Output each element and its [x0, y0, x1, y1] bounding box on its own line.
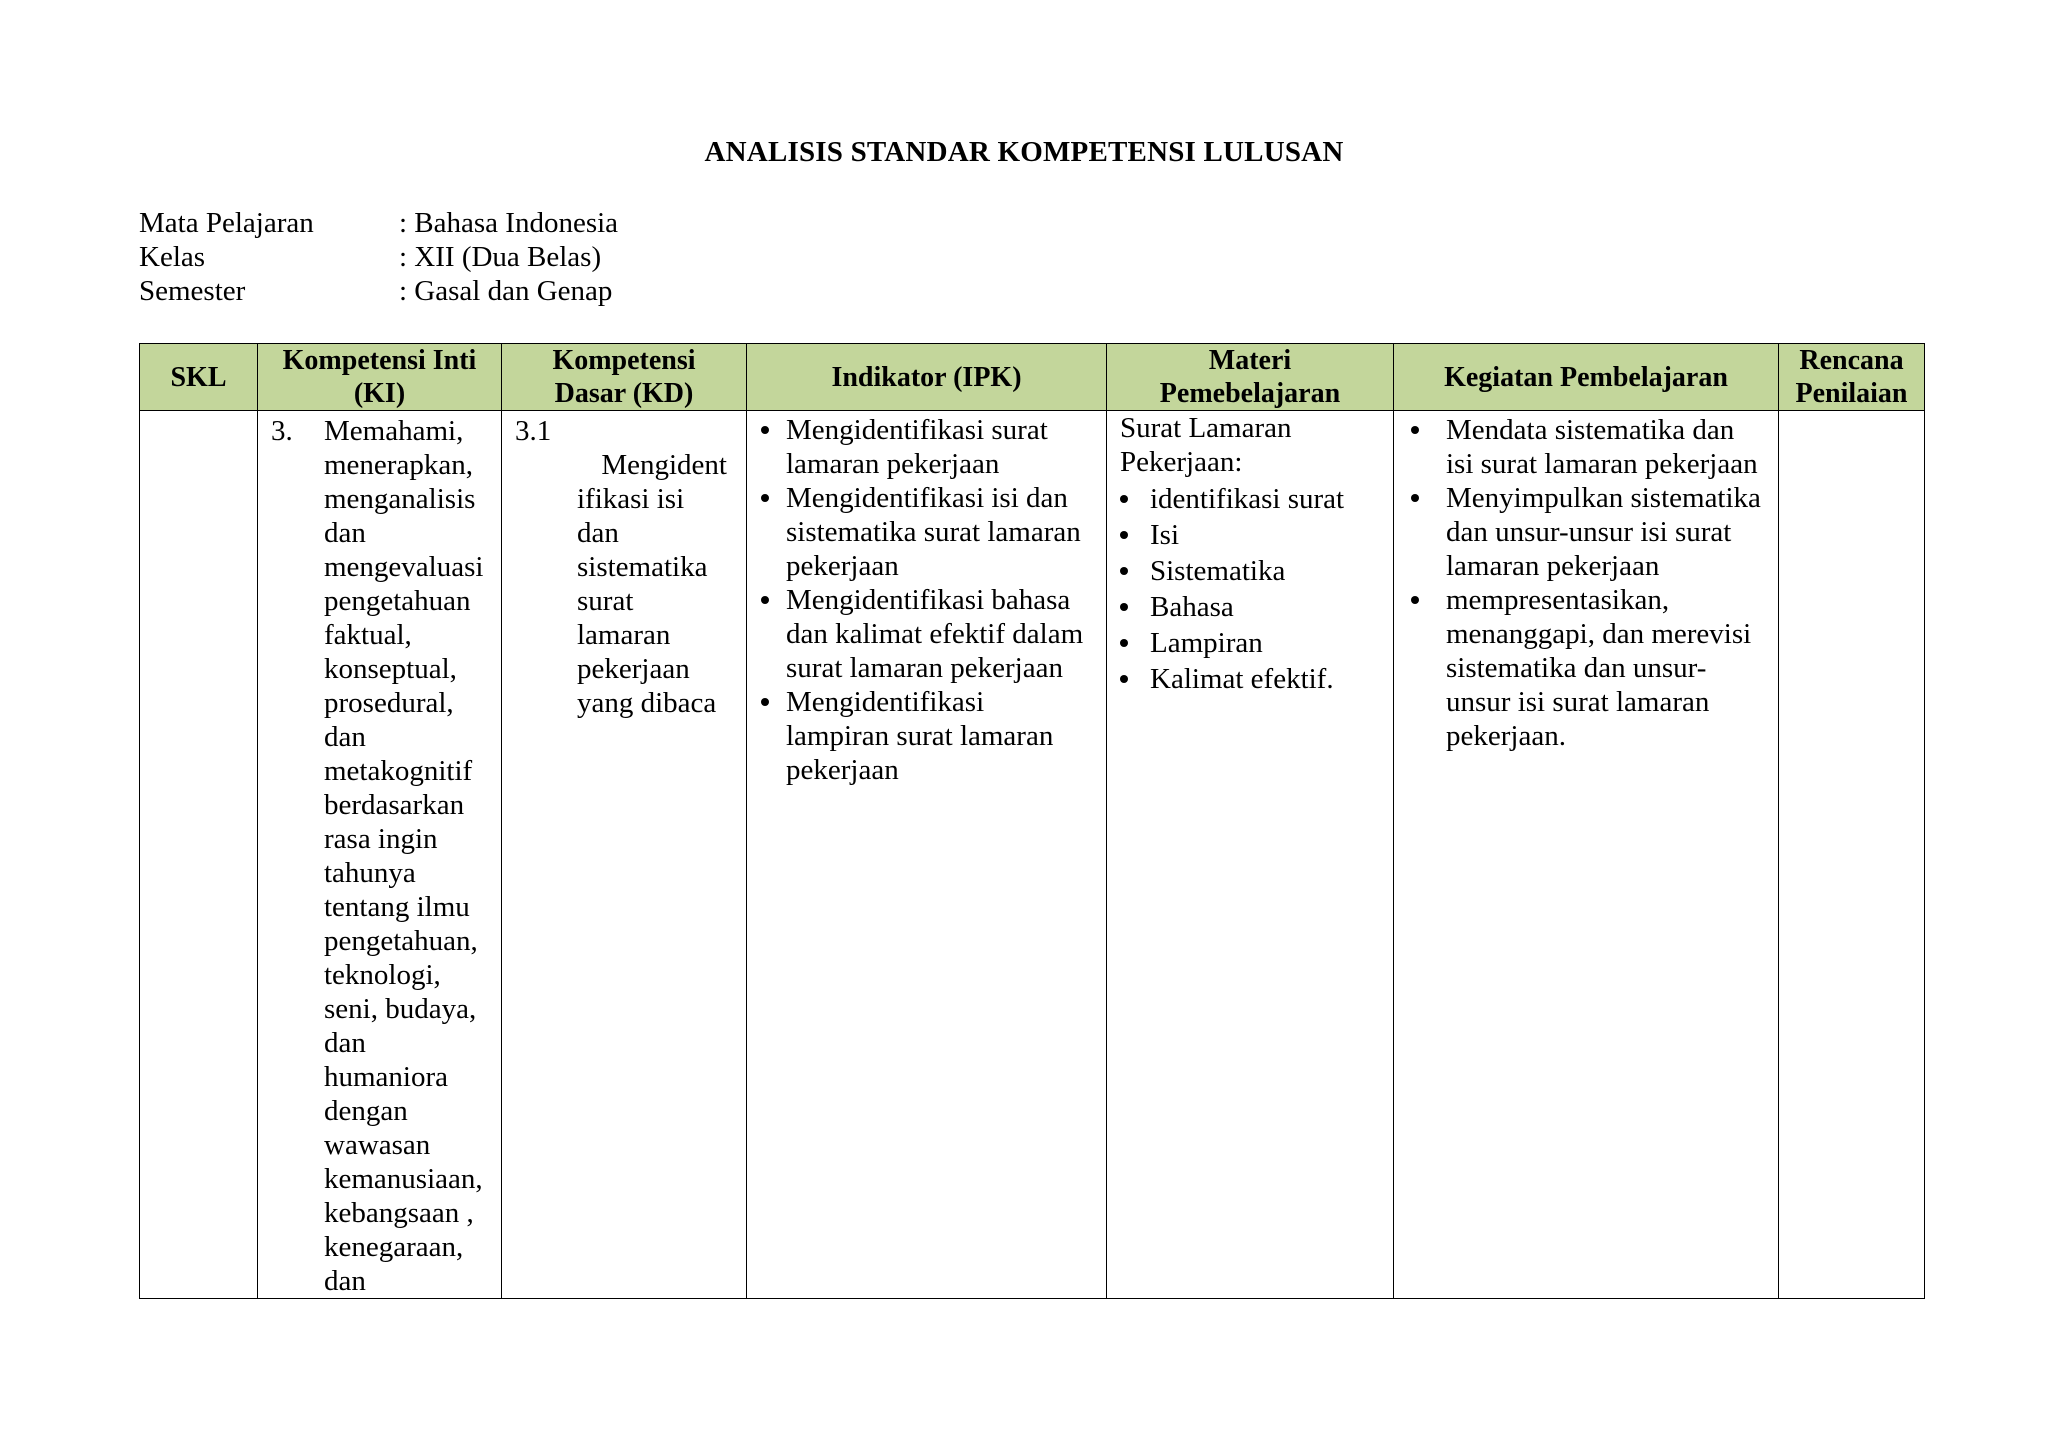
- materi-item: Isi: [1150, 517, 1393, 553]
- ki-line: tentang ilmu: [324, 891, 470, 923]
- kegiatan-item-line: menanggapi, dan merevisi: [1446, 618, 1752, 650]
- ki-line: dengan: [324, 1095, 408, 1127]
- ki-line: humaniora: [324, 1061, 449, 1093]
- ipk-item-line: pekerjaan: [786, 550, 899, 582]
- meta-label-class: Kelas: [139, 241, 206, 273]
- kegiatan-item: [1446, 481, 1770, 583]
- kd-line: Mengident: [601, 449, 727, 481]
- ki-line: mengevaluasi: [324, 551, 484, 583]
- ki-line: seni, budaya,: [324, 993, 477, 1025]
- ki-line: konseptual,: [324, 653, 457, 685]
- ki-line: pengetahuan: [324, 585, 471, 617]
- ipk-item-line: Mengidentifikasi bahasa: [786, 584, 1071, 616]
- cell-ki: [258, 411, 502, 1299]
- kegiatan-item-line: mempresentasikan,: [1446, 584, 1670, 616]
- kd-line: dan: [577, 517, 619, 549]
- meta-row-subject: [139, 206, 618, 240]
- meta-value-semester: : Gasal dan Genap: [399, 275, 613, 307]
- kd-text: [577, 448, 737, 720]
- ipk-list: [747, 411, 1106, 787]
- kegiatan-item-line: sistematika dan unsur-: [1446, 652, 1707, 684]
- meta-value-subject: : Bahasa Indonesia: [399, 207, 619, 239]
- ki-line: Memahami,: [324, 415, 464, 447]
- kegiatan-item: [1446, 413, 1770, 481]
- kd-line: ifikasi isi: [577, 483, 685, 515]
- ki-line: kemanusiaan,: [324, 1163, 483, 1195]
- kd-line: yang dibaca: [577, 687, 717, 719]
- ki-line: teknologi,: [324, 959, 441, 991]
- cell-rencana: [1779, 411, 1925, 1299]
- header-kd: [502, 344, 747, 411]
- ipk-item-line: Mengidentifikasi isi dan: [786, 482, 1068, 514]
- ipk-item-line: dan kalimat efektif dalam: [786, 618, 1084, 650]
- header-rencana-line: Penilaian: [1795, 378, 1908, 409]
- header-kd-line: Dasar (KD): [554, 378, 694, 409]
- meta-value-class: : XII (Dua Belas): [399, 241, 602, 273]
- materi-content: [1107, 411, 1393, 697]
- kd-number: 3.1: [515, 415, 552, 447]
- kegiatan-item-line: isi surat lamaran pekerjaan: [1446, 448, 1758, 480]
- meta-label-subject: Mata Pelajaran: [139, 207, 314, 239]
- ki-line: dan: [324, 1265, 366, 1297]
- ki-line: dan: [324, 721, 366, 753]
- document-title: ANALISIS STANDAR KOMPETENSI LULUSAN: [704, 136, 1344, 168]
- kegiatan-item: [1446, 583, 1770, 753]
- cell-kegiatan: [1394, 411, 1779, 1299]
- meta-label-semester: Semester: [139, 275, 246, 307]
- header-kd-line: Kompetensi: [552, 345, 696, 376]
- ki-line: dan: [324, 1027, 366, 1059]
- kegiatan-item-line: pekerjaan.: [1446, 720, 1566, 752]
- materi-item: Kalimat efektif.: [1150, 661, 1393, 697]
- materi-item: Bahasa: [1150, 589, 1393, 625]
- ipk-item-line: lampiran surat lamaran: [786, 720, 1054, 752]
- ki-line: prosedural,: [324, 687, 454, 719]
- header-materi-line: Materi: [1208, 345, 1292, 376]
- cell-materi: [1107, 411, 1394, 1299]
- ipk-item: [786, 583, 1098, 685]
- document-meta: [139, 206, 618, 308]
- kd-line: lamaran: [577, 619, 671, 651]
- ipk-item-line: lamaran pekerjaan: [786, 448, 1000, 480]
- materi-intro: [1120, 411, 1393, 479]
- meta-row-semester: [139, 274, 618, 308]
- ipk-item-line: Mengidentifikasi: [786, 686, 985, 718]
- ipk-item-line: pekerjaan: [786, 754, 899, 786]
- cell-ipk: [747, 411, 1107, 1299]
- table-header-row: [140, 344, 1925, 411]
- competency-table: [139, 343, 1925, 1299]
- ki-line: faktual,: [324, 619, 412, 651]
- ki-line: dan: [324, 517, 366, 549]
- kegiatan-item-line: dan unsur-unsur isi surat: [1446, 516, 1732, 548]
- ki-line: kebangsaan ,: [324, 1197, 474, 1229]
- materi-item: Lampiran: [1150, 625, 1393, 661]
- ki-line: tahunya: [324, 857, 416, 889]
- kd-content: [502, 411, 746, 720]
- ki-line: pengetahuan,: [324, 925, 478, 957]
- cell-skl: [140, 411, 258, 1299]
- ki-line: rasa ingin: [324, 823, 438, 855]
- header-skl: SKL: [140, 344, 258, 411]
- ki-line: kenegaraan,: [324, 1231, 464, 1263]
- header-materi: [1107, 344, 1394, 411]
- ki-line: wawasan: [324, 1129, 431, 1161]
- header-ki: [258, 344, 502, 411]
- header-rencana-line: Rencana: [1799, 345, 1904, 376]
- ipk-item-line: Mengidentifikasi surat: [786, 414, 1048, 446]
- ki-line: menganalisis: [324, 483, 476, 515]
- header-kegiatan: Kegiatan Pembelajaran: [1394, 344, 1779, 411]
- header-ki-line: Kompetensi Inti: [282, 345, 477, 376]
- materi-list: [1120, 481, 1393, 697]
- ipk-item-line: sistematika surat lamaran: [786, 516, 1081, 548]
- kd-line: pekerjaan: [577, 653, 690, 685]
- header-ipk: Indikator (IPK): [747, 344, 1107, 411]
- header-materi-line: Pemebelajaran: [1159, 378, 1341, 409]
- cell-kd: [502, 411, 747, 1299]
- kegiatan-item-line: Menyimpulkan sistematika: [1446, 482, 1761, 514]
- ki-content: [258, 411, 501, 1298]
- header-ki-line: (KI): [353, 378, 406, 409]
- ki-line: metakognitif: [324, 755, 473, 787]
- materi-item: Sistematika: [1150, 553, 1393, 589]
- ipk-item: [786, 413, 1098, 481]
- ipk-item-line: surat lamaran pekerjaan: [786, 652, 1063, 684]
- materi-intro-line: Pekerjaan:: [1120, 446, 1243, 478]
- materi-intro-line: Surat Lamaran: [1120, 412, 1292, 444]
- ki-line: menerapkan,: [324, 449, 473, 481]
- kd-line: surat: [577, 585, 634, 617]
- ipk-item: [786, 685, 1098, 787]
- ki-number: 3.: [271, 415, 293, 447]
- meta-row-class: [139, 240, 618, 274]
- kd-line: sistematika: [577, 551, 708, 583]
- table-row: [140, 411, 1925, 1299]
- ki-text: [324, 414, 494, 1298]
- header-rencana: [1779, 344, 1925, 411]
- ki-line: berdasarkan: [324, 789, 465, 821]
- ipk-item: [786, 481, 1098, 583]
- kegiatan-item-line: Mendata sistematika dan: [1446, 414, 1735, 446]
- kegiatan-item-line: lamaran pekerjaan: [1446, 550, 1660, 582]
- kegiatan-list: [1394, 411, 1778, 753]
- kegiatan-item-line: unsur isi surat lamaran: [1446, 686, 1710, 718]
- materi-item: identifikasi surat: [1150, 481, 1393, 517]
